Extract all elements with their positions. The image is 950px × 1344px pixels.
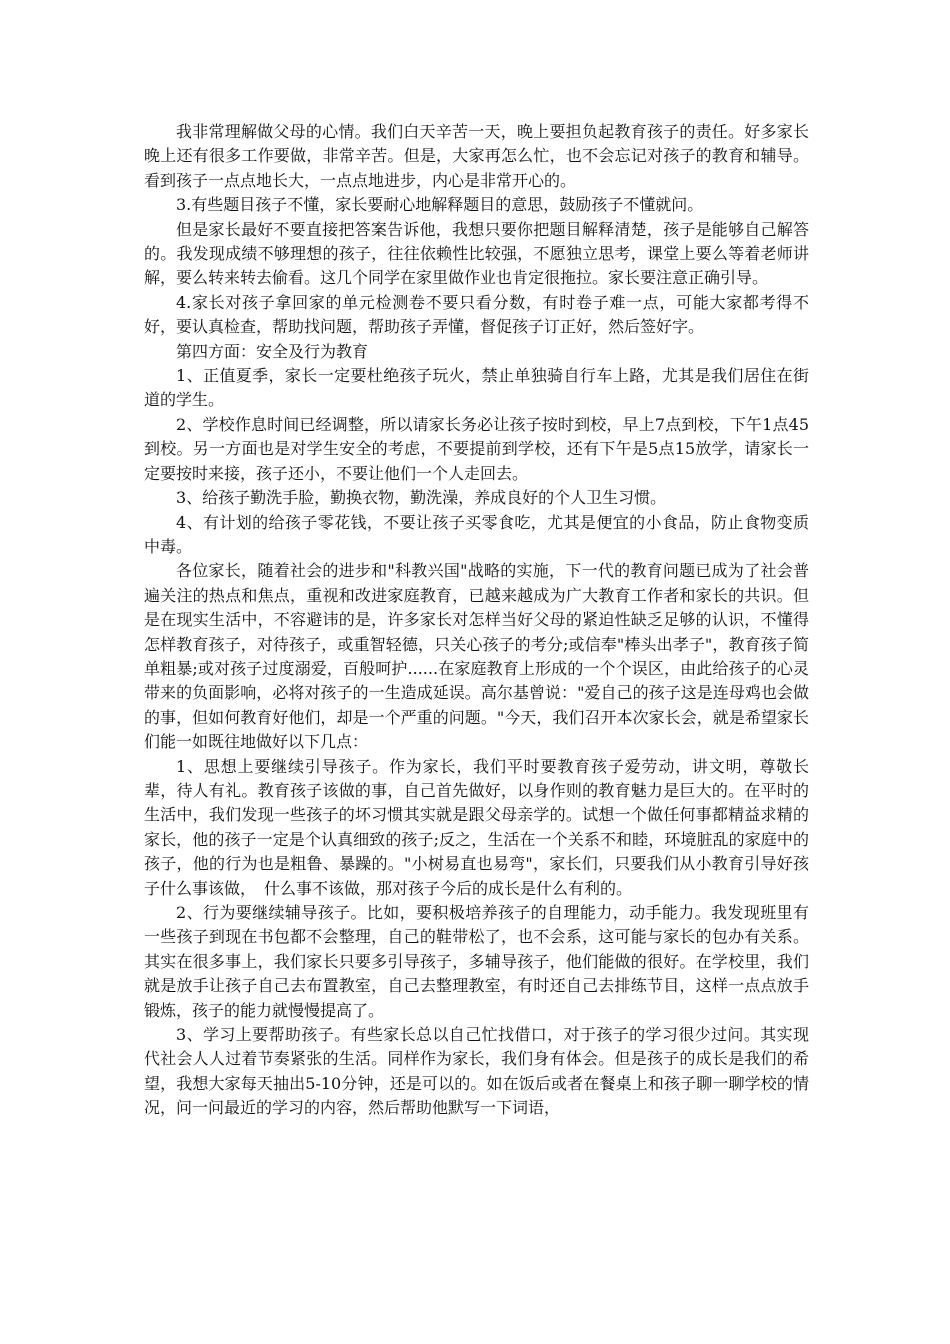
paragraph-safety-2: 2、学校作息时间已经调整，所以请家长务必让孩子按时到校，早上7点到校，下午1点45到校。另一方面也是对学生安全的考虑，不要提前到学校，还有下午是5点15放学，请家长一定要按时来接，孩子还小，不要让他们一个人走回去。 — [144, 414, 809, 483]
paragraph-dear-parents: 各位家长，随着社会的进步和"科教兴国"战略的实施，下一代的教育问题已成为了社会普遍关注的热点和焦点，重视和改进家庭教育，已越来越成为广大教育工作者和家长的共识。但是在现实生活中，不容避讳的是，许多家长对怎样当好父母的紧迫性缺乏足够的认识，不懂得怎样教育孩子，对待孩子，或重智轻德，只关心孩子的考分;或信奉"棒头出孝子"，教育孩子简单粗暴;或对孩子过度溺爱，百般呵护......在家庭教育上形成的一个个误区，由此给孩子的心灵带来的负面影响，必将对孩子的一生造成延误。高尔基曾说："爱自己的孩子这是连母鸡也会做的事，但如何教育好他们，却是一个严重的问题。"今天，我们召开本次家长会，就是希望家长们能一如既往地做好以下几点： — [144, 561, 809, 752]
paragraph-point-4-test-papers: 4.家长对孩子拿回家的单元检测卷不要只看分数，有时卷子难一点，可能大家都考得不好，要认真检查，帮助找问题，帮助孩子弄懂，督促孩子订正好，然后签好字。 — [144, 292, 809, 337]
document-page — [144, 120, 809, 1121]
paragraph-dont-give-answers: 但是家长最好不要直接把答案告诉他，我想只要你把题目解释清楚，孩子是能够自己解答的。我发现成绩不够理想的孩子，往往依赖性比较强，不愿独立思考，课堂上要么等着老师讲解，要么转来转去偷看。这几个同学在家里做作业也肯定很拖拉。家长要注意正确引导。 — [144, 219, 809, 288]
paragraph-parents-feelings: 我非常理解做父母的心情。我们白天辛苦一天，晚上要担负起教育孩子的责任。好多家长晚上还有很多工作要做，非常辛苦。但是，大家再怎么忙，也不会忘记对孩子的教育和辅导。看到孩子一点点地长大，一点点地进步，内心是非常开心的。 — [144, 122, 809, 190]
paragraph-guide-behavior: 2、行为要继续辅导孩子。比如，要积极培养孩子的自理能力，动手能力。我发现班里有一些孩子到现在书包都不会整理，自己的鞋带松了，也不会系，这可能与家长的包办有关系。其实在很多事上，我们家长只要多引导孩子，多辅导孩子，他们能做的很好。在学校里，我们就是放手让孩子自己去布置教室，自己去整理教室，有时还自己去排练节目，这样一点点放手锻炼，孩子的能力就慢慢提高了。 — [144, 903, 809, 1020]
section-heading-safety: 第四方面：安全及行为教育 — [176, 341, 369, 361]
paragraph-guide-thinking: 1、思想上要继续引导孩子。作为家长，我们平时要教育孩子爱劳动，讲文明，尊敬长辈，待人有礼。教育孩子该做的事，自己首先做好，以身作则的教育魅力是巨大的。在平时的生活中，我们发现一些孩子的坏习惯其实就是跟父母亲学的。试想一个做任何事都精益求精的家长，他的孩子一定是个认真细致的孩子;反之，生活在一个关系不和睦，环境脏乱的家庭中的孩子，他的行为也是粗鲁、暴躁的。"小树易直也易弯"，家长们，只要我们从小教育引导好孩子什么事该做， 什么事不该做，那对孩子今后的成长是什么有利的。 — [144, 756, 809, 898]
paragraph-help-learning: 3、学习上要帮助孩子。有些家长总以自己忙找借口，对于孩子的学习很少过问。其实现代社会人人过着节奏紧张的生活。同样作为家长，我们身有体会。但是孩子的成长是我们的希望，我想大家每天抽出5-10分钟，还是可以的。如在饭后或者在餐桌上和孩子聊一聊学校的情况，问一问最近的学习的内容，然后帮助他默写一下词语， — [144, 1025, 809, 1118]
paragraph-safety-3: 3、给孩子勤洗手脸，勤换衣物，勤洗澡，养成良好的个人卫生习惯。 — [176, 488, 667, 508]
paragraph-point-3-explain: 3.有些题目孩子不懂，家长要耐心地解释题目的意思，鼓励孩子不懂就问。 — [176, 195, 704, 215]
paragraph-safety-1: 1、正值夏季，家长一定要杜绝孩子玩火，禁止单独骑自行车上路，尤其是我们居住在街道的学生。 — [144, 366, 809, 410]
paragraph-safety-4: 4、有计划的给孩子零花钱，不要让孩子买零食吃，尤其是便宜的小食品，防止食物变质中毒。 — [144, 512, 809, 556]
